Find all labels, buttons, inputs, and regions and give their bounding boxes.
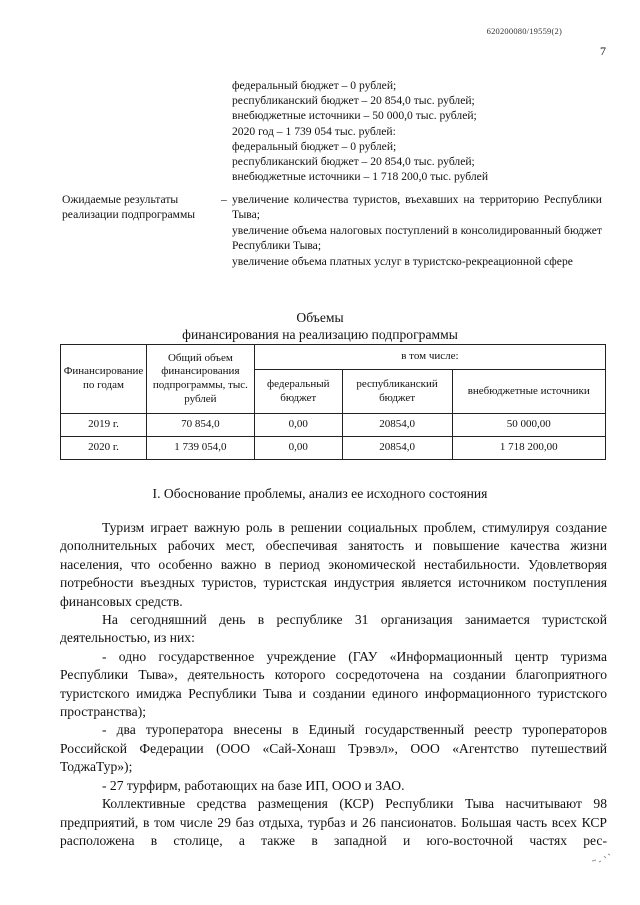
funding-line: внебюджетные источники – 50 000,0 тыс. рублей;	[232, 109, 477, 123]
table-row	[61, 414, 606, 437]
result-item: увеличение объема налоговых поступлений в консолидированный бюджет Республики Тыва;	[232, 223, 602, 253]
section-body	[60, 519, 607, 850]
table-heading	[0, 309, 640, 343]
section-title: I. Обоснование проблемы, анализ ее исходного состояния	[152, 486, 488, 501]
col-header-extra: внебюджетные источники	[452, 370, 606, 414]
paragraph: - два туроператора внесены в Единый государственный реестр туроператоров Российской Федерации (ООО «Сай-Хонаш Трэвэл», ООО «Агентство путешествий ТоджаТур»);	[60, 722, 607, 775]
cell-total: 70 854,0	[146, 414, 254, 437]
table-heading-line2: финансирования на реализацию подпрограммы	[182, 327, 458, 342]
col-header-years: Финансирование по годам	[61, 345, 147, 414]
result-item: увеличение объема платных услуг в туристско-рекреационной сфере	[232, 254, 573, 268]
col-header-republic: республиканский бюджет	[342, 370, 452, 414]
table-heading-line1: Объемы	[296, 310, 344, 325]
funding-lines	[232, 78, 488, 184]
funding-line: республиканский бюджет – 20 854,0 тыс. рублей;	[232, 94, 475, 108]
cell-year: 2020 г.	[61, 437, 147, 460]
scan-mark	[590, 851, 612, 865]
results-dash: –	[221, 193, 227, 206]
table-row	[61, 437, 606, 460]
document-id: 620200080/19559(2)	[486, 26, 562, 36]
paragraph: Туризм играет важную роль в решении социальных проблем, стимулируя создание дополнительных рабочих мест, обеспечивая занятость и повышение качества жизни населения, что особенно важно в период экономической нестабильности. Удовлетворяя потребности въездных туристов, туристская индустрия является источником поступления финансовых средств.	[60, 520, 607, 609]
expected-results-label: Ожидаемые результаты реализации подпрограммы	[62, 193, 196, 222]
funding-line: 2020 год – 1 739 054 тыс. рублей:	[232, 124, 396, 138]
paragraph: Коллективные средства размещения (КСР) Республики Тыва насчитывают 98 предприятий, в том числе 29 баз отдыха, турбаз и 26 пансионатов. Большая часть всех КСР расположена в столице, а также в западной и юго-восточной частях рес-	[60, 796, 607, 848]
cell-extra: 50 000,00	[452, 414, 606, 437]
col-header-group: в том числе:	[254, 345, 605, 370]
cell-federal: 0,00	[254, 437, 342, 460]
cell-republic: 20854,0	[342, 414, 452, 437]
funding-line: республиканский бюджет – 20 854,0 тыс. рублей;	[232, 155, 475, 169]
funding-line: федеральный бюджет – 0 рублей;	[232, 79, 397, 92]
paragraph: На сегодняшний день в республике 31 организация занимается туристской деятельностью, из них:	[60, 612, 607, 646]
col-header-total: Общий объем финансирования подпрограммы, тыс. рублей	[146, 345, 254, 414]
cell-total: 1 739 054,0	[146, 437, 254, 460]
cell-republic: 20854,0	[342, 437, 452, 460]
cell-year: 2019 г.	[61, 414, 147, 437]
expected-results-items	[232, 192, 602, 269]
paragraph: - одно государственное учреждение (ГАУ «Информационный центр туризма Республики Тыва», деятельность которого сосредоточена на создании благоприятного туристского имиджа Республики Тыва и создании единого информационного туристского пространства);	[60, 648, 607, 720]
result-item: увеличение количества туристов, въехавших на территорию Республики Тыва;	[232, 193, 602, 222]
paragraph: - 27 турфирм, работающих на базе ИП, ООО и ЗАО.	[102, 777, 405, 793]
funding-line: внебюджетные источники – 1 718 200,0 тыс. рублей	[232, 170, 489, 184]
page-number: 7	[600, 44, 606, 58]
cell-federal: 0,00	[254, 414, 342, 437]
funding-line: федеральный бюджет – 0 рублей;	[232, 139, 397, 153]
financing-table	[60, 344, 606, 460]
cell-extra: 1 718 200,00	[452, 437, 606, 460]
col-header-federal: федеральный бюджет	[254, 370, 342, 414]
